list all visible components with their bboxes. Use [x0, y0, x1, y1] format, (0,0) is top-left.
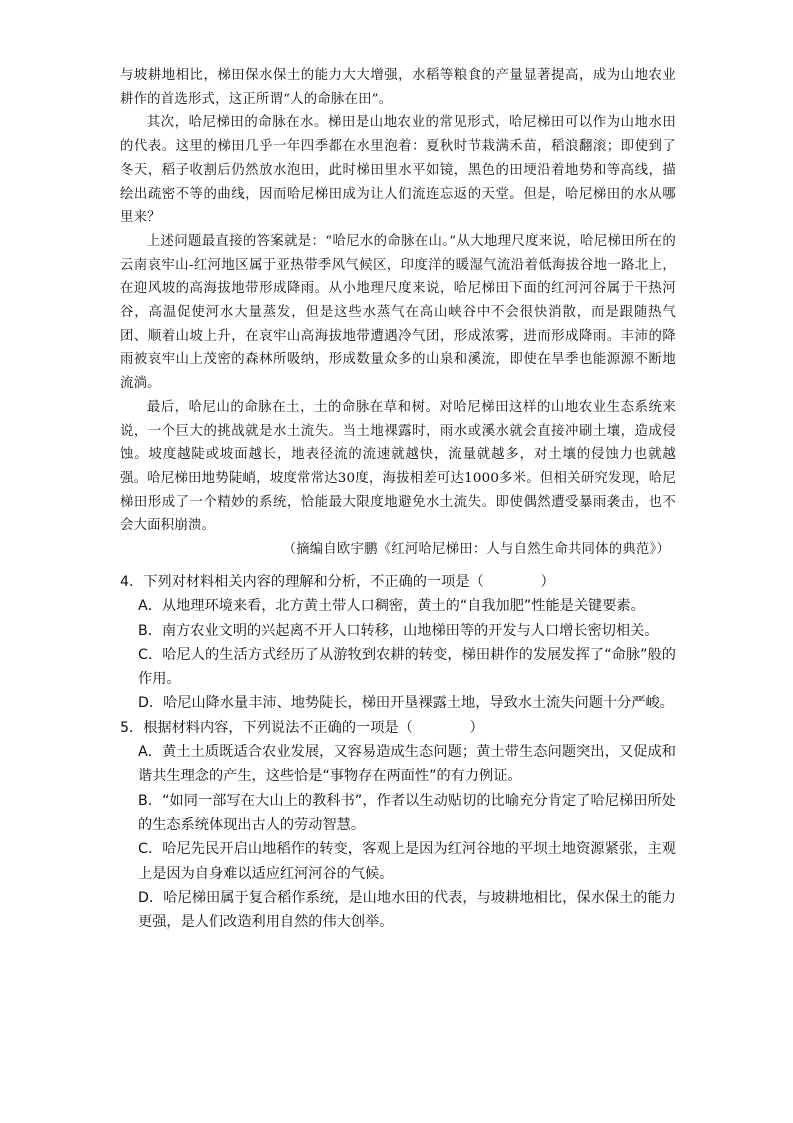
reading-passage	[120, 64, 676, 562]
question-4	[120, 570, 676, 716]
passage-paragraph: 与坡耕地相比，梯田保水保土的能力大大增强，水稻等粮食的产量显著提高，成为山地农业耕作的首选形式，这正所谓“人的命脉在田”。	[120, 68, 676, 107]
option-a: A．从地理环境来看，北方黄土带人口稠密，黄土的“自我加肥”性能是关键要素。	[138, 598, 645, 615]
passage-paragraph: 其次，哈尼梯田的命脉在水。梯田是山地农业的常见形式，哈尼梯田可以作为山地水田的代表。这里的梯田几乎一年四季都在水里泡着：夏秋时节栽满禾苗，稻浪翻滚；即使到了冬天，稻子收割后仍然放水泡田，此时梯田里水平如镜，黑色的田埂沿着地势和等高线，描绘出疏密不等的曲线，因而哈尼梯田成为让人们流连忘返的天堂。但是，哈尼梯田的水从哪里来？	[120, 115, 676, 226]
passage-paragraph: 上述问题最直接的答案就是：“哈尼水的命脉在山。”从大地理尺度来说，哈尼梯田所在的云南哀牢山-红河地区属于亚热带季风气候区，印度洋的暖湿气流沿着低海拔谷地一路北上，在迎风坡的高海拔地带形成降雨。从小地理尺度来说，哈尼梯田下面的红河河谷属于干热河谷，高温促使河水大量蒸发，但是这些水蒸气在高山峡谷中不会很快消散，而是跟随热气团、顺着山坡上升，在哀牢山高海拔地带遭遇冷气团，形成浓雾，进而形成降雨。丰沛的降雨被哀牢山上茂密的森林所吸纳，形成数量众多的山泉和溪流，即使在旱季也能源源不断地流淌。	[120, 233, 676, 392]
question-stem: 4．下列对材料相关内容的理解和分析，不正确的一项是（ ）	[120, 574, 555, 590]
option-b: B．“如同一部写在大山上的教科书”，作者以生动贴切的比喻充分肯定了哈尼梯田所处的生态系统体现出古人的劳动智慧。	[138, 792, 676, 833]
question-5	[120, 716, 676, 935]
option-c: C．哈尼人的生活方式经历了从游牧到农耕的转变，梯田耕作的发展发挥了“命脉”般的作用。	[138, 646, 676, 688]
option-a: A．黄土土质既适合农业发展，又容易造成生态问题；黄土带生态问题突出，又促成和谐共生理念的产生，这些恰是“事物存在两面性”的有力例证。	[138, 744, 676, 785]
option-b: B．南方农业文明的兴起离不开人口转移，山地梯田等的开发与人口增长密切相关。	[138, 622, 659, 639]
question-stem: 5．根据材料内容，下列说法不正确的一项是（ ）	[120, 719, 484, 736]
passage-source: （摘编自欧宇鹏《红河哈尼梯田：人与自然生命共同体的典范》）	[282, 542, 670, 558]
option-d: D．哈尼梯田属于复合稻作系统，是山地水田的代表，与坡耕地相比，保水保土的能力更强，是人们改造利用自然的伟大创举。	[138, 889, 676, 931]
passage-paragraph: 最后，哈尼山的命脉在土，土的命脉在草和树。对哈尼梯田这样的山地农业生态系统来说，一个巨大的挑战就是水土流失。当土地裸露时，雨水或溪水就会直接冲刷土壤，造成侵蚀。坡度越陡或坡面越长，地表径流的流速就越快，流量就越多，对土壤的侵蚀力也就越强。哈尼梯田地势陡峭，坡度常常达30度，海拔相差可达1000多米。但相关研究发现，哈尼梯田形成了一个精妙的系统，恰能最大限度地避免水土流失。即使偶然遭受暴雨袭击，也不会大面积崩溃。	[120, 399, 676, 534]
question-list	[120, 570, 676, 934]
option-c: C．哈尼先民开启山地稻作的转变，客观上是因为红河谷地的平坝土地资源紧张，主观上是因为自身难以适应红河河谷的气候。	[138, 841, 676, 882]
option-d: D．哈尼山降水量丰沛、地势陡长，梯田开垦裸露土地，导致水土流失问题十分严峻。	[138, 695, 674, 712]
